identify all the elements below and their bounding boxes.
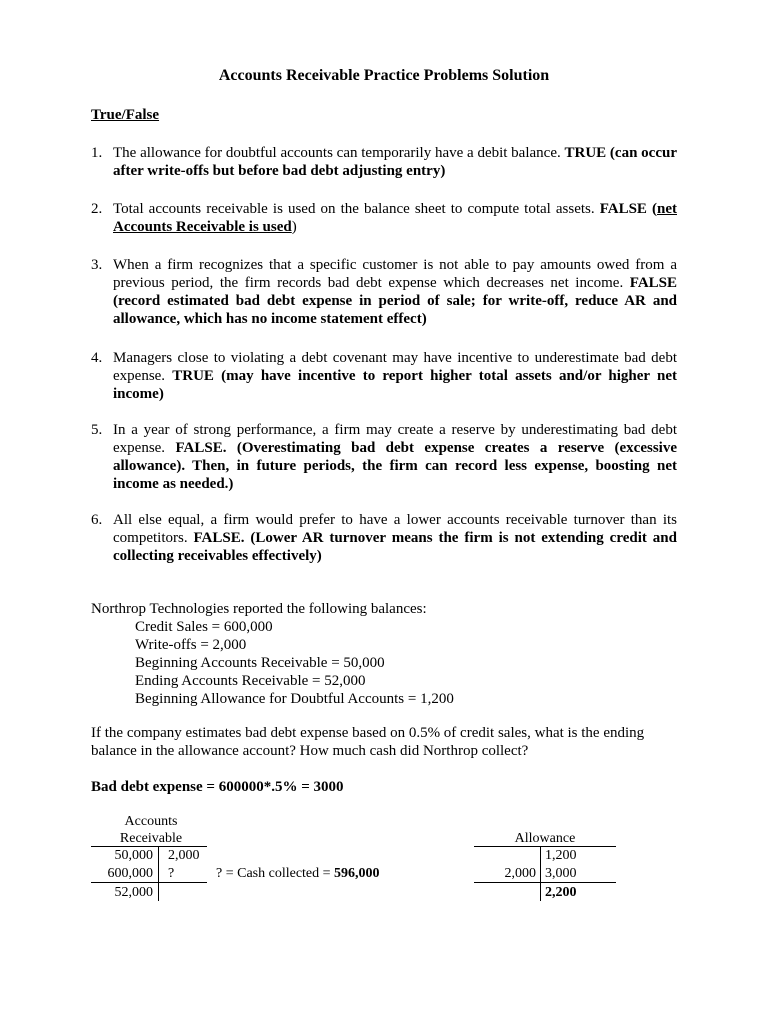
question-answer: TRUE (can occur after write-offs but before bad debt adjusting entry) [113,145,677,179]
question-statement: Total accounts receivable is used on the balance sheet to compute total assets. [113,201,600,217]
question-answer: FALSE. (Overestimating bad debt expense creates a reserve (excessive allowance). Then, in future periods, the firm can record less expense, boosting net income as needed.) [113,440,678,492]
section-heading: True/False [91,107,160,123]
question-text [113,421,677,493]
question-text [113,256,677,328]
question-number: 1. [91,145,103,161]
question-statement: In a year of strong performance, a firm may create a reserve by underestimating bad debt expense. [113,422,677,456]
question-number: 4. [91,350,103,366]
problem-question: If the company estimates bad debt expense based on 0.5% of credit sales, what is the ending balance in the allowance account? How much cash did Northrop collect? [91,725,645,759]
question-text [113,511,677,565]
ar-center-rule [158,846,159,901]
question-statement: When a firm recognizes that a specific customer is not able to pay amounts owed from a previous period, the firm records bad debt expense which decreases net income. [113,257,677,291]
ar-debit-entry: 600,000 [107,866,153,881]
ar-credit-entry: ? [168,866,175,881]
bad-debt-expense: Bad debt expense = 600000*.5% = 3000 [91,779,344,795]
question-text [113,144,677,180]
ar-title-line1: Accounts [124,814,178,829]
cash-collected-value: 596,000 [334,866,380,881]
question-statement: All else equal, a firm would prefer to have a lower accounts receivable turnover than its competitors. [113,512,677,546]
allowance-credit-entry: 3,000 [545,866,577,881]
allowance-ending-balance: 2,200 [545,885,577,900]
balance-item: Credit Sales = 600,000 [135,619,273,635]
question-answer: FALSE ( [599,201,657,217]
question-number: 2. [91,201,103,217]
balance-item: Ending Accounts Receivable = 52,000 [135,673,366,689]
ar-title-line2: Receivable [119,831,183,846]
allowance-center-rule [540,846,541,901]
balance-item: Write-offs = 2,000 [135,637,247,653]
question-answer-close: ) [291,219,297,235]
allowance-title: Allowance [514,831,576,846]
ar-total-rule [91,882,207,883]
question-answer: TRUE (may have incentive to report higher total assets and/or higher net income) [113,368,677,402]
question-answer-underlined: net Accounts Receivable is used [113,201,677,235]
allowance-total-rule [474,882,616,883]
question-statement: Managers close to violating a debt covenant may have incentive to underestimate bad debt expense. [113,350,677,384]
ar-ending-balance: 52,000 [114,885,153,900]
question-text [113,200,677,236]
allowance-debit-entry: 2,000 [504,866,536,881]
cash-collected-label: ? = Cash collected = [216,866,335,881]
allowance-credit-entry: 1,200 [545,848,577,863]
ar-credit-entry: 2,000 [168,848,200,863]
ar-debit-entry: 50,000 [114,848,153,863]
cash-collected-note [216,865,380,883]
balance-item: Beginning Accounts Receivable = 50,000 [135,655,385,671]
balances-intro: Northrop Technologies reported the following balances: [91,601,427,617]
question-number: 5. [91,422,103,438]
page-title: Accounts Receivable Practice Problems Solution [218,67,550,84]
question-number: 3. [91,257,103,273]
question-number: 6. [91,512,103,528]
balance-item: Beginning Allowance for Doubtful Accounts = 1,200 [135,691,454,707]
question-answer: FALSE (record estimated bad debt expense in period of sale; for write-off, reduce AR and allowance, which has no income statement effect) [113,275,677,327]
question-answer: FALSE. (Lower AR turnover means the firm is not extending credit and collecting receivables effectively) [113,530,677,564]
question-statement: The allowance for doubtful accounts can temporarily have a debit balance. [113,145,565,161]
question-text [113,349,677,403]
